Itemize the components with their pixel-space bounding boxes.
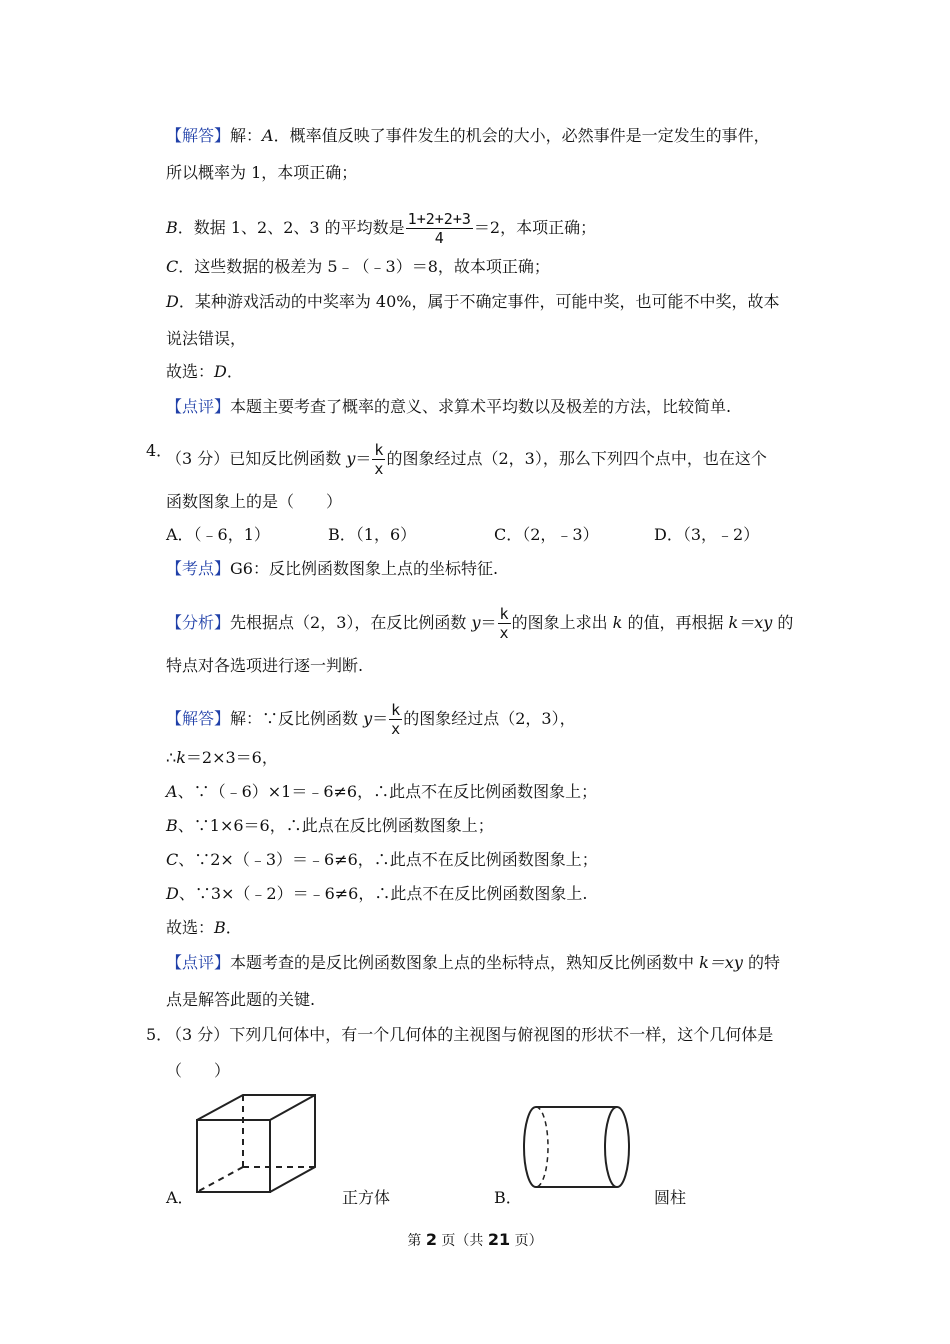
q3-answer-line2: 所以概率为 1，本项正确；	[166, 163, 358, 182]
q4-step-c: C、∵2×（﹣3）＝﹣6≠6，∴此点不在反比例函数图象上；	[166, 850, 598, 869]
q5-option-b-name: 圆柱	[654, 1188, 687, 1207]
q4-step-k: ∴k＝2×3＝6，	[166, 748, 278, 767]
q4-kaodian: 【考点】G6：反比例函数图象上点的坐标特征.	[166, 559, 499, 578]
q4-fenxi-cont: 特点对各选项进行逐一判断.	[166, 656, 364, 675]
q4-option-d: D．（3，﹣2）	[654, 525, 760, 544]
cube-figure	[190, 1090, 322, 1200]
q3-option-b-analysis: B．数据 1、2、2、3 的平均数是 $\frac{1+2+2+3}{4}$ ＝2，本项正确；	[166, 210, 597, 247]
q5-option-a-label: A．	[166, 1188, 194, 1207]
q4-stem-cont: 函数图象上的是（ ）	[166, 492, 343, 511]
review-tag: 【点评】	[166, 397, 231, 416]
answer-tag: 【解答】	[166, 126, 231, 145]
q4-option-c: C．（2，﹣3）	[494, 525, 599, 544]
page-number: 2	[425, 1230, 437, 1249]
cylinder-figure	[518, 1100, 632, 1196]
q4-options	[166, 525, 759, 545]
q4-stem: （3 分）已知反比例函数 y＝ $\frac{k}{x}$ 的图象经过点（2，3），那么下列四个点中，也在这个	[166, 441, 767, 478]
q4-review: 【点评】本题考查的是反比例函数图象上点的坐标特点，熟知反比例函数中 k＝xy 的特	[166, 953, 780, 972]
q4-fenxi: 【分析】先根据点（2，3），在反比例函数 y＝ $\frac{k}{x}$ 的图象上求出 k 的值，再根据 k＝xy 的	[166, 605, 794, 642]
q3-option-d-analysis-cont: 说法错误，	[166, 329, 247, 348]
q4-option-b: B．（1，6）	[328, 525, 417, 544]
q3-choice: 故选：D．	[166, 362, 243, 381]
q5-stem: （3 分）下列几何体中，有一个几何体的主视图与俯视图的形状不一样，这个几何体是	[166, 1025, 774, 1044]
q4-review-cont: 点是解答此题的关键.	[166, 990, 316, 1009]
q5-option-a-name: 正方体	[342, 1188, 391, 1207]
q4-jieda: 【解答】解：∵反比例函数 y＝ $\frac{k}{x}$ 的图象经过点（2，3），	[166, 701, 576, 738]
q4-step-a: A、∵（﹣6）×1＝﹣6≠6，∴此点不在反比例函数图象上；	[166, 782, 598, 801]
q5-paren: （ ）	[166, 1061, 231, 1080]
page-total: 21	[487, 1230, 511, 1249]
page-footer: 第 2 页（共 21 页）	[407, 1230, 543, 1249]
q4-number: 4．	[146, 441, 173, 460]
q5-option-b-label: B．	[494, 1188, 522, 1207]
q4-step-d: D、∵3×（﹣2）＝﹣6≠6，∴此点不在反比例函数图象上.	[166, 884, 588, 903]
k-over-x-fraction: $\frac{k}{x}$	[374, 441, 384, 478]
q4-option-a: A．（﹣6，1）	[166, 525, 270, 544]
q3-review: 【点评】本题主要考查了概率的意义、求算术平均数以及极差的方法，比较简单.	[166, 397, 732, 416]
mean-fraction: $\frac{1+2+2+3}{4}$	[407, 210, 471, 247]
q4-choice: 故选：B．	[166, 918, 242, 937]
q3-option-c-analysis: C．这些数据的极差为 5﹣（﹣3）＝8，故本项正确；	[166, 257, 550, 276]
q4-step-b: B、∵1×6＝6，∴此点在反比例函数图象上；	[166, 816, 494, 835]
q3-option-d-analysis: D．某种游戏活动的中奖率为 40%，属于不确定事件，可能中奖，也可能不中奖，故本	[166, 292, 780, 311]
q3-answer-line1: 【解答】解：A．概率值反映了事件发生的机会的大小，必然事件是一定发生的事件，	[166, 126, 770, 145]
q5-number: 5．	[146, 1025, 173, 1044]
